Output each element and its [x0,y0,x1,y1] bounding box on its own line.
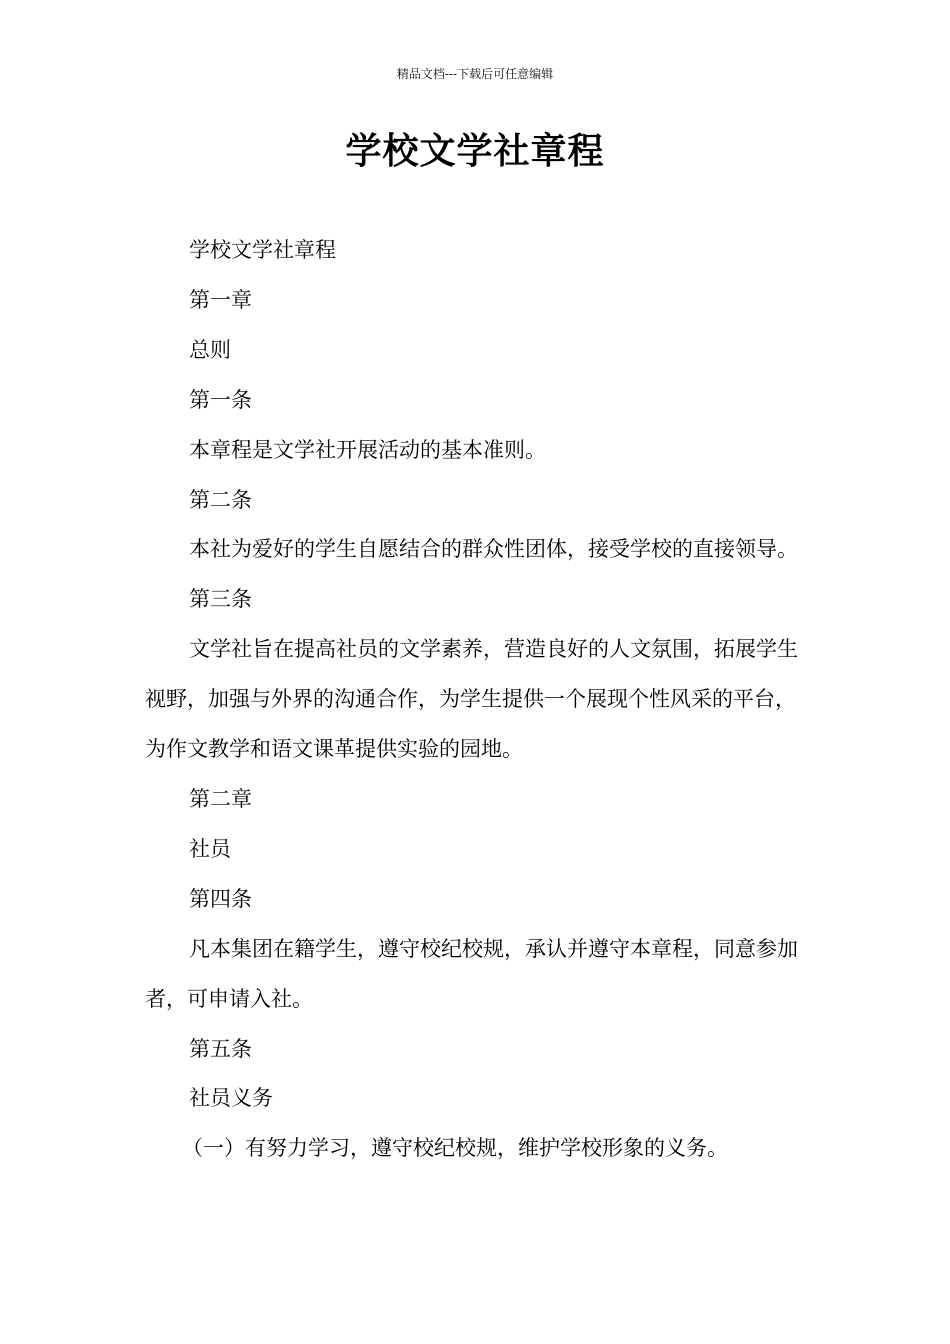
document-title: 学校文学社章程 [345,131,605,172]
document-body [145,226,807,1174]
paragraph-article-3-label: 第三条 [189,587,252,612]
paragraph-member-duties: 社员义务 [189,1086,273,1111]
paragraph-article-1-label: 第一条 [189,387,252,412]
paragraph-article-4-text: 凡本集团在籍学生，遵守校纪校规，承认并遵守本章程，同意参加者，可申请入社。 [145,936,798,1011]
paragraph-article-2-label: 第二条 [189,487,252,512]
paragraph-general-provisions: 总则 [189,337,231,362]
header-note: 精品文档---下载后可任意编辑 [396,67,554,81]
paragraph-article-1-text: 本章程是文学社开展活动的基本准则。 [189,437,546,462]
paragraph-article-2-text: 本社为爱好的学生自愿结合的群众性团体，接受学校的直接领导。 [189,537,798,562]
paragraph-heading-title: 学校文学社章程 [189,238,336,262]
paragraph-article-5-label: 第五条 [189,1036,252,1061]
paragraph-members: 社员 [189,836,231,861]
paragraph-article-4-label: 第四条 [189,886,252,911]
paragraph-article-3-text: 文学社旨在提高社员的文学素养，营造良好的人文氛围，拓展学生视野，加强与外界的沟通合作，为学生提供一个展现个性风采的平台，为作文教学和语文课革提供实验的园地。 [145,637,798,762]
paragraph-chapter-2: 第二章 [189,786,252,811]
paragraph-duty-1: （一）有努力学习，遵守校纪校规，维护学校形象的义务。 [182,1136,728,1161]
paragraph-chapter-1: 第一章 [189,287,252,312]
